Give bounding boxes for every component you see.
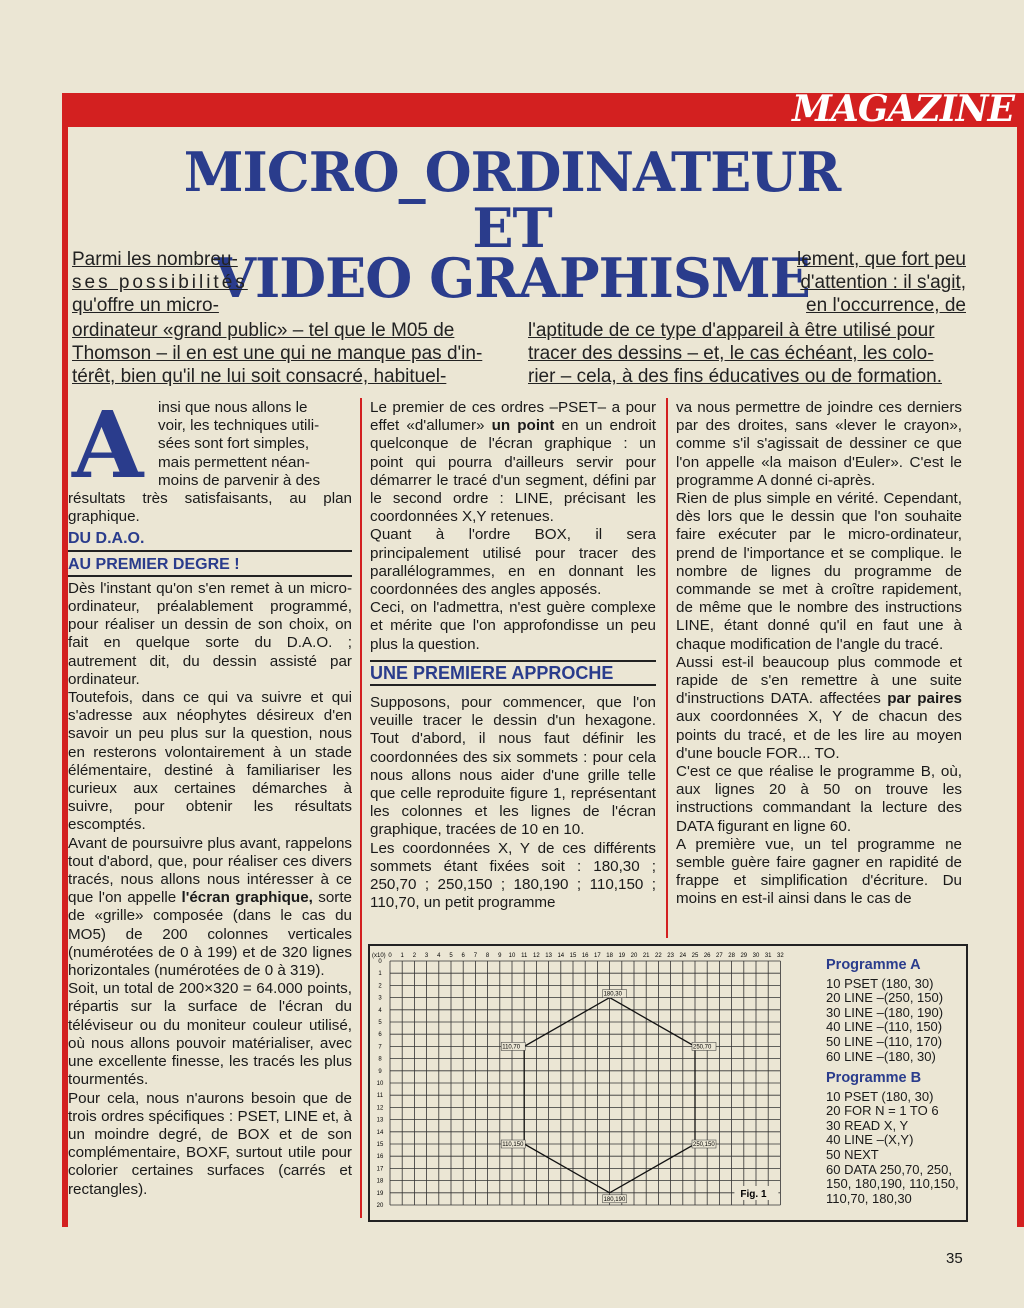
intro-right-line: lement, que fort peu (797, 249, 966, 270)
y-tick-label: 1 (378, 971, 382, 978)
x-tick-label: 13 (545, 953, 552, 959)
text: Aussi est-il beaucoup plus commode et rapide de s'en remettre à une suite d'instructions DATA. affectées (676, 653, 962, 708)
x-tick-label: 26 (703, 953, 711, 959)
text-line: voir, les techniques utili- (158, 417, 320, 435)
text-line: sées sont fort simples, (158, 435, 310, 453)
x-tick-label: 6 (461, 953, 465, 959)
intro-line: ordinateur «grand public» – tel que le M05 de (72, 320, 455, 341)
intro-right-line: en l'occurrence, de (806, 295, 966, 316)
program-b (826, 1071, 966, 1206)
y-tick-label: 12 (376, 1105, 384, 1112)
x-tick-label: 19 (618, 953, 626, 959)
program-line: 40 LINE –(X,Y) (826, 1132, 914, 1148)
program-line: 150, 180,190, 110,150, (826, 1176, 959, 1192)
column-3 (676, 399, 962, 909)
grid-figure (370, 948, 810, 1218)
section-label: MAGAZINE (792, 88, 1014, 130)
x-tick-label: 0 (388, 953, 392, 959)
intro-left-line: qu'offre un micro- (72, 295, 219, 316)
x-tick-label: 32 (777, 953, 784, 959)
title-line-2: ET (472, 196, 552, 260)
vertex-label: 180,30 (603, 991, 622, 998)
intro-line: Thomson – il en est une qui ne manque pas d'in- (72, 343, 483, 364)
intro-right (778, 248, 966, 317)
intro-line: tracer des dessins – et, le cas échéant, les colo- (528, 343, 934, 364)
title-line-1: MICRO_ORDINATEUR (183, 140, 841, 204)
x-tick-label: 16 (581, 953, 589, 959)
x-tick-label: 25 (691, 953, 699, 959)
text: en un endroit quelconque de l'écran graphique : un point qui pourra d'ailleurs servir pour démarrer le tracé d'un segment, défini par le second ordre : LINE, précisant les coordonnées X,Y retenues. (370, 417, 656, 526)
drop-cap: A (72, 391, 144, 499)
program-line: 50 LINE –(110, 170) (826, 1033, 943, 1049)
x-tick-label: 18 (606, 953, 613, 959)
y-tick-label: 10 (376, 1081, 384, 1087)
x-tick-label: 4 (437, 953, 441, 959)
program-line: 60 LINE –(180, 30) (826, 1048, 936, 1064)
x-tick-label: 9 (498, 953, 502, 959)
y-tick-label: 8 (378, 1056, 382, 1063)
figure-box (368, 944, 968, 1222)
intro-left-line: ses possibilités (72, 272, 248, 293)
intro-left (72, 248, 258, 317)
vertex-label: 110,150 (502, 1142, 524, 1148)
intro-line: rier – cela, à des fins éducatives ou de formation. (528, 366, 943, 387)
vertex-label: 250,70 (693, 1044, 712, 1051)
figure-label: Fig. 1 (740, 1189, 767, 1200)
x-tick-label: 20 (630, 953, 638, 959)
x-tick-label: 14 (557, 953, 565, 959)
text: aux coordonnées X, Y de chacun des points du tracé, et de les lire au moyen d'une boucle FOR... TO. (676, 708, 962, 762)
x-tick-label: 23 (667, 953, 674, 959)
text-line: insi que nous allons le (158, 399, 308, 416)
text-line: mais permettent néan- (158, 453, 310, 471)
text-line: moins de parvenir à des (158, 471, 321, 489)
y-tick-label: 3 (378, 995, 382, 1002)
vertex-label: 180,190 (603, 1196, 626, 1203)
x-tick-label: 7 (473, 953, 478, 959)
program-line: 110,70, 180,30 (826, 1190, 912, 1206)
program-line: 40 LINE –(110, 150) (826, 1019, 943, 1035)
y-tick-label: 14 (376, 1129, 384, 1136)
x-tick-label: 10 (508, 953, 516, 959)
paragraph: résultats très satisfaisants, au plan graphique. (68, 490, 352, 526)
y-tick-label: 17 (376, 1166, 384, 1173)
column-rule (666, 398, 668, 938)
x-tick-label: 28 (728, 953, 735, 959)
paragraph: C'est ce que réalise le programme B, où, aux lignes 20 à 50 on trouve les instructions commandant la lecture des DATA figurant en ligne 60. (676, 763, 962, 835)
paragraph: Pour cela, nous n'aurons besoin que de trois ordres spécifiques : PSET, LINE et, à un moindre degré, de BOX et de son complémentaire, BOXF, surtout utile pour colorier certaines surfaces (carrés et rectangles). (68, 1089, 352, 1198)
y-tick-label: 19 (376, 1190, 384, 1197)
y-tick-label: 18 (376, 1178, 384, 1185)
bold-text: par paires (887, 690, 962, 708)
x-tick-label: 11 (521, 953, 528, 959)
paragraph: Rien de plus simple en vérité. Cependant, dès lors que le dessin que l'on souhaite faire exécuter par le micro-ordinateur, prend de l'importance et se complique. le nombre de lignes du programme de commande se met à croître rapidement, de même que le nombre des instructions LINE, étant donné qu'il en faut une à chaque modification de l'angle du tracé. (676, 490, 962, 653)
x-tick-label: 30 (752, 953, 760, 959)
program-b-title: Programme B (826, 1070, 922, 1086)
program-line: 20 FOR N = 1 TO 6 (826, 1103, 939, 1119)
y-tick-label: 0 (378, 959, 382, 965)
paragraph (68, 835, 352, 981)
program-line: 10 PSET (180, 30) (826, 975, 934, 991)
program-a-title: Programme A (826, 957, 921, 973)
intro-bottom-right (528, 319, 968, 388)
y-tick-label: 9 (378, 1068, 382, 1075)
paragraph: A première vue, un tel programme ne semble guère faire gagner en rapidité de frappe et simplification d'écriture. Du moins en est-il ainsi dans le cas de (676, 835, 962, 908)
program-line: 10 PSET (180, 30) (826, 1088, 934, 1104)
x-tick-label: 29 (740, 953, 748, 959)
subheading: AU PREMIER DEGRE ! (68, 556, 352, 577)
column-1 (68, 490, 352, 1199)
paragraph: Dès l'instant qu'on s'en remet à un micro-ordinateur, préalablement programmé, pour réaliser un dessin de son choix, on fait en quelque sorte du D.A.O. ; autrement dit, du dessin assisté par ordinateur. (68, 579, 352, 688)
x-tick-label: 3 (424, 953, 429, 959)
subheading: DU D.A.O. (68, 530, 352, 551)
paragraph: Ceci, on l'admettra, n'est guère complexe et mérite que l'on approfondisse un peu plus la question. (370, 599, 656, 653)
paragraph: Toutefois, dans ce qui va suivre et qui s'adresse aux néophytes désireux d'en savoir un peu plus sur la question, nous en resterons volontairement à un stade élémentaire, destiné à familiariser les curieux aux certaines démarches à suivre, pour obtenir les résultats escomptés. (68, 689, 352, 834)
col1-drop-lines (158, 399, 351, 490)
column-rule (360, 398, 362, 1218)
paragraph: Supposons, pour commencer, que l'on veuille tracer le dessin d'un hexagone. Tout d'abord, il nous faut définir les coordonnées des six sommets : pour cela nous allons nous aider d'une grille telle que celle reproduite figure 1, représentant les colonnes et les lignes de l'écran graphique, tracées de 10 en 10. (370, 694, 656, 839)
y-tick-label: 15 (376, 1142, 384, 1148)
x-tick-label: 31 (764, 953, 772, 959)
paragraph (370, 399, 656, 526)
x-tick-label: 1 (400, 953, 404, 959)
corner-label: (x10) (372, 953, 386, 959)
text: sorte de «grille» composée (dans le cas du MO5) de 200 colonnes verticales (numérotées de 0 à 199) et de 320 lignes horizontales (numérotées de 0 à 319). (68, 889, 352, 980)
intro-line: térêt, bien qu'il ne lui soit consacré, habituel- (72, 366, 447, 387)
intro-line: l'aptitude de ce type d'appareil à être utilisé pour (528, 320, 935, 341)
paragraph: va nous permettre de joindre ces derniers par des droites, sans «lever le crayon», comme s'il s'agissait de dessiner ce que l'on appelle «la maison d'Euler». C'est le programme A donné ci-après. (676, 399, 962, 489)
intro-left-line: Parmi les nombreu- (72, 249, 238, 270)
title-line-3: VIDEO GRAPHISME (214, 246, 810, 310)
x-tick-label: 12 (533, 953, 540, 959)
subheading: UNE PREMIERE APPROCHE (370, 660, 656, 686)
paragraph (676, 654, 962, 763)
paragraph: Les coordonnées X, Y de ces différents sommets étant fixées soit : 180,30 ; 250,70 ; 250,150 ; 180,190 ; 110,150 ; 110,70, un petit programme (370, 839, 656, 912)
page-number: 35 (946, 1250, 963, 1267)
program-line: 20 LINE –(250, 150) (826, 990, 944, 1006)
bold-text: un point (491, 417, 555, 435)
x-tick-label: 21 (642, 953, 650, 959)
x-tick-label: 15 (569, 953, 577, 959)
x-tick-label: 8 (485, 953, 490, 959)
x-tick-label: 24 (679, 953, 687, 959)
y-tick-label: 13 (376, 1117, 384, 1124)
program-line: 30 READ X, Y (826, 1117, 909, 1133)
intro-bottom-left (72, 319, 508, 388)
y-tick-label: 5 (378, 1020, 382, 1026)
x-tick-label: 2 (412, 953, 417, 959)
program-a (826, 958, 966, 1064)
y-tick-label: 20 (376, 1203, 384, 1209)
intro-right-line: d'attention : il s'agit, (800, 272, 966, 293)
vertex-label: 110,70 (502, 1044, 521, 1051)
vertex-label: 250,150 (693, 1142, 715, 1148)
program-line: 60 DATA 250,70, 250, (826, 1161, 952, 1177)
text: Le premier de ces ordres –PSET– a pour effet «d'allumer» (370, 399, 656, 435)
y-tick-label: 6 (378, 1032, 382, 1039)
program-line: 50 NEXT (826, 1146, 879, 1162)
x-tick-label: 17 (594, 953, 601, 959)
x-tick-label: 5 (449, 953, 453, 959)
y-tick-label: 2 (378, 983, 382, 990)
program-line: 30 LINE –(180, 190) (826, 1004, 944, 1020)
column-2 (370, 399, 656, 912)
x-tick-label: 27 (716, 953, 723, 959)
y-tick-label: 16 (376, 1154, 384, 1161)
y-tick-label: 4 (378, 1007, 382, 1014)
text: Avant de poursuivre plus avant, rappelons tout d'abord, que, pour réaliser ces divers tracés, nous allons nous intéresser à ce que l'on appelle (68, 834, 352, 907)
paragraph: Quant à l'ordre BOX, il sera principalement utilisé pour tracer des parallélogrammes, en en donnant les coordonnées des angles apposés. (370, 526, 656, 599)
bold-text: l'écran graphique, (181, 889, 313, 907)
paragraph: Soit, un total de 200×320 = 64.000 points, répartis sur la surface de l'écran du téléviseur ou du moniteur couleur utilisé, où nous allons pouvoir matérialiser, avec une excellente finesse, les tracés les plus tourmentés. (68, 980, 352, 1089)
y-tick-label: 7 (378, 1044, 382, 1051)
y-tick-label: 11 (376, 1093, 384, 1100)
x-tick-label: 22 (655, 953, 662, 959)
